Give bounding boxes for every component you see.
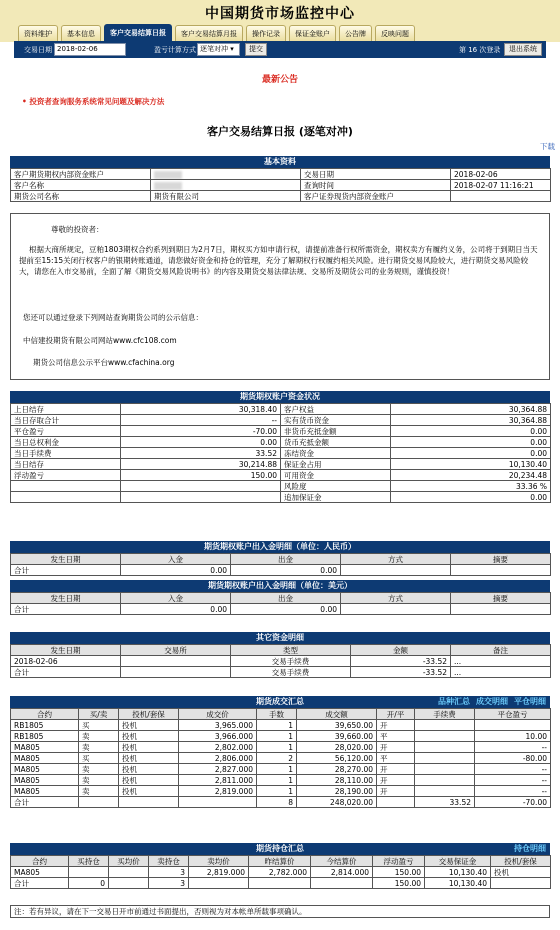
- table-cell: 39,650.00: [297, 720, 377, 731]
- table-cell: 当日总权利金: [11, 437, 121, 448]
- table-cell: 投机: [119, 731, 179, 742]
- table-cell: MA805: [11, 764, 79, 775]
- calc-method-select[interactable]: 逐笔对冲 ▾: [197, 43, 240, 56]
- table-cell: 投机: [119, 742, 179, 753]
- redacted-value: [154, 171, 182, 179]
- column-header: 发生日期: [11, 593, 121, 604]
- table-row: [11, 481, 551, 492]
- table-cell: 投机: [119, 720, 179, 731]
- table-cell: 交易日期: [301, 169, 451, 180]
- table-cell: 28,110.00: [297, 775, 377, 786]
- table-cell: [415, 764, 475, 775]
- table-cell: [491, 878, 551, 889]
- table-cell: [179, 797, 257, 808]
- table-row: [11, 775, 551, 786]
- table-row: [11, 426, 551, 437]
- table-cell: 保证金占用: [281, 459, 391, 470]
- positions-header: [10, 843, 550, 855]
- table-cell: 开: [377, 775, 415, 786]
- table-row: [11, 867, 551, 878]
- table-row: [11, 169, 551, 180]
- table-row: [11, 448, 551, 459]
- table-cell: 平仓盈亏: [11, 426, 121, 437]
- tab-0[interactable]: 资料维护: [18, 25, 58, 42]
- table-cell: [69, 867, 109, 878]
- table-cell: --: [475, 775, 551, 786]
- table-cell: [109, 867, 149, 878]
- table-cell: 10.00: [475, 731, 551, 742]
- table-cell: [121, 656, 231, 667]
- table-cell: 客户期货期权内部资金账户: [11, 169, 151, 180]
- column-header: 手数: [257, 709, 297, 720]
- top-banner: [0, 0, 560, 42]
- table-cell: 卖: [79, 742, 119, 753]
- table-cell: 1: [257, 786, 297, 797]
- table-cell: -33.52: [351, 667, 451, 678]
- table-cell: [341, 565, 451, 576]
- column-header: 摘要: [451, 593, 551, 604]
- column-header: 买持仓: [69, 856, 109, 867]
- funds-table: [10, 403, 551, 503]
- column-header: 买/卖: [79, 709, 119, 720]
- tab-7[interactable]: 反映问题: [375, 25, 415, 42]
- letter-cfa-site: 期货公司信息公示平台www.cfachina.org: [33, 358, 175, 367]
- rmb-flow-table: [10, 553, 551, 576]
- trades-link-0[interactable]: 品种汇总: [438, 697, 470, 706]
- download-link[interactable]: 下载: [540, 142, 555, 151]
- table-cell: 追加保证金: [281, 492, 391, 503]
- table-cell: 买: [79, 720, 119, 731]
- column-header: 类型: [231, 645, 351, 656]
- trade-date-input[interactable]: 2018-02-06: [54, 43, 126, 56]
- table-cell: 3,965.000: [179, 720, 257, 731]
- table-cell: [415, 775, 475, 786]
- table-cell: 浮动盈亏: [11, 470, 121, 481]
- notice-title: 最新公告: [261, 75, 298, 85]
- usd-flow-table: [10, 592, 551, 615]
- table-cell: ...: [451, 667, 551, 678]
- table-cell: 2018-02-07 11:16:21: [451, 180, 551, 191]
- table-cell: -33.52: [351, 656, 451, 667]
- column-header: 入金: [121, 554, 231, 565]
- table-cell: 28,020.00: [297, 742, 377, 753]
- table-cell: 2,782.000: [249, 867, 311, 878]
- table-cell: --: [475, 786, 551, 797]
- table-cell: 39,660.00: [297, 731, 377, 742]
- table-cell: -70.00: [121, 426, 281, 437]
- funds-header: 期货期权账户资金状况: [10, 391, 550, 403]
- table-row: [11, 720, 551, 731]
- table-cell: [415, 753, 475, 764]
- column-header: 浮动盈亏: [373, 856, 425, 867]
- footer-note: 注：若有异议，请在下一交易日开市前通过书面提出，否则视为对本帐单所载事项确认。: [10, 905, 550, 918]
- table-cell: [109, 878, 149, 889]
- table-cell: 投机: [119, 775, 179, 786]
- table-cell: 0.00: [231, 604, 341, 615]
- table-cell: [151, 169, 301, 180]
- column-header: 金额: [351, 645, 451, 656]
- table-cell: [79, 797, 119, 808]
- table-cell: 0.00: [391, 437, 551, 448]
- column-header: 开/平: [377, 709, 415, 720]
- rmb-flow-header: 期货期权账户出入金明细（单位：人民币）: [10, 541, 550, 553]
- table-cell: 28,190.00: [297, 786, 377, 797]
- table-cell: 货币充抵金额: [281, 437, 391, 448]
- site-title: 中国期货市场监控中心: [205, 6, 355, 22]
- column-header: 买均价: [109, 856, 149, 867]
- table-cell: 合计: [11, 667, 121, 678]
- trades-link-2[interactable]: 平仓明细: [514, 697, 546, 706]
- column-header-row: [11, 554, 551, 565]
- tab-5[interactable]: 保证金账户: [289, 25, 336, 42]
- table-cell: 买: [79, 753, 119, 764]
- column-header-row: [11, 645, 551, 656]
- table-cell: 平: [377, 753, 415, 764]
- table-cell: [415, 786, 475, 797]
- table-cell: [189, 878, 249, 889]
- table-row: [11, 656, 551, 667]
- table-cell: MA805: [11, 867, 69, 878]
- table-cell: 10,130.40: [391, 459, 551, 470]
- table-cell: 合计: [11, 604, 121, 615]
- table-cell: [475, 720, 551, 731]
- table-cell: [119, 797, 179, 808]
- letter-greeting: 尊敬的投资者：: [51, 225, 104, 234]
- table-cell: 开: [377, 786, 415, 797]
- table-cell: 卖: [79, 731, 119, 742]
- table-cell: RB1805: [11, 720, 79, 731]
- login-count: 第 16 次登录: [459, 46, 501, 54]
- table-cell: 当日结存: [11, 459, 121, 470]
- table-cell: 实有货币资金: [281, 415, 391, 426]
- table-row: [11, 437, 551, 448]
- column-header: 方式: [341, 593, 451, 604]
- table-cell: 合计: [11, 878, 69, 889]
- table-cell: 交易手续费: [231, 667, 351, 678]
- column-header: 备注: [451, 645, 551, 656]
- table-cell: 0.00: [231, 565, 341, 576]
- table-cell: 查询时间: [301, 180, 451, 191]
- table-cell: [451, 191, 551, 202]
- table-cell: 开: [377, 720, 415, 731]
- table-cell: 150.00: [121, 470, 281, 481]
- trades-header: [10, 696, 550, 708]
- table-cell: 20,234.48: [391, 470, 551, 481]
- table-cell: 0.00: [121, 437, 281, 448]
- table-cell: [341, 604, 451, 615]
- table-cell: 2018-02-06: [451, 169, 551, 180]
- table-cell: 30,364.88: [391, 404, 551, 415]
- total-row: [11, 797, 551, 808]
- table-cell: 248,020.00: [297, 797, 377, 808]
- trades-links: [432, 696, 546, 708]
- table-cell: [415, 742, 475, 753]
- table-cell: -70.00: [475, 797, 551, 808]
- table-row: [11, 764, 551, 775]
- table-cell: 56,120.00: [297, 753, 377, 764]
- table-cell: 1: [257, 742, 297, 753]
- tab-4[interactable]: 操作记录: [246, 25, 286, 42]
- column-header: 发生日期: [11, 554, 121, 565]
- table-cell: 投机: [119, 753, 179, 764]
- date-label: 交易日期: [24, 46, 52, 54]
- table-cell: 当日存取合计: [11, 415, 121, 426]
- table-cell: MA805: [11, 775, 79, 786]
- table-cell: 33.52: [415, 797, 475, 808]
- column-header: 今结算价: [311, 856, 373, 867]
- other-funds-header: 其它资金明细: [10, 632, 550, 644]
- table-row: [11, 492, 551, 503]
- table-cell: 1: [257, 720, 297, 731]
- table-cell: 2,819.000: [189, 867, 249, 878]
- table-cell: 2,802.000: [179, 742, 257, 753]
- table-cell: 1: [257, 764, 297, 775]
- table-cell: 期货有限公司: [151, 191, 301, 202]
- notice-link[interactable]: • 投资者查询服务系统常见问题及解决方法: [22, 97, 165, 106]
- table-row: [11, 753, 551, 764]
- column-header: 方式: [341, 554, 451, 565]
- table-cell: 卖: [79, 786, 119, 797]
- table-cell: 可用资金: [281, 470, 391, 481]
- table-cell: 3,966.000: [179, 731, 257, 742]
- table-cell: 150.00: [373, 878, 425, 889]
- total-row: [11, 604, 551, 615]
- table-row: [11, 742, 551, 753]
- table-cell: 30,318.40: [121, 404, 281, 415]
- column-header: 投机/套保: [491, 856, 551, 867]
- table-cell: ...: [451, 656, 551, 667]
- table-cell: 0.00: [391, 426, 551, 437]
- column-header: 成交额: [297, 709, 377, 720]
- tab-1[interactable]: 基本信息: [61, 25, 101, 42]
- table-cell: 卖: [79, 764, 119, 775]
- table-cell: 1: [257, 731, 297, 742]
- table-cell: 2: [257, 753, 297, 764]
- table-row: [11, 191, 551, 202]
- table-cell: 150.00: [373, 867, 425, 878]
- table-cell: [121, 667, 231, 678]
- table-cell: 投机: [491, 867, 551, 878]
- report-title: 客户交易结算日报 (逐笔对冲): [207, 125, 353, 138]
- table-cell: [11, 492, 121, 503]
- column-header: 昨结算价: [249, 856, 311, 867]
- column-header: 合约: [11, 856, 69, 867]
- table-cell: 投机: [119, 786, 179, 797]
- table-cell: [415, 720, 475, 731]
- table-cell: 合计: [11, 565, 121, 576]
- total-row: [11, 667, 551, 678]
- basic-info-header: 基本资料: [10, 156, 550, 168]
- total-row: [11, 565, 551, 576]
- table-row: [11, 470, 551, 481]
- table-cell: 10,130.40: [425, 878, 491, 889]
- table-cell: 30,214.88: [121, 459, 281, 470]
- table-cell: 投机: [119, 764, 179, 775]
- table-cell: 客户权益: [281, 404, 391, 415]
- table-cell: 合计: [11, 797, 79, 808]
- table-cell: MA805: [11, 753, 79, 764]
- table-row: [11, 731, 551, 742]
- table-cell: 0.00: [121, 565, 231, 576]
- table-cell: 开: [377, 742, 415, 753]
- table-cell: 风险度: [281, 481, 391, 492]
- table-cell: [249, 878, 311, 889]
- basic-info-table: [10, 168, 551, 202]
- table-cell: RB1805: [11, 731, 79, 742]
- submit-button[interactable]: 提交: [245, 43, 267, 56]
- table-cell: MA805: [11, 786, 79, 797]
- table-cell: 3: [149, 867, 189, 878]
- table-cell: --: [121, 415, 281, 426]
- column-header: 交易所: [121, 645, 231, 656]
- table-cell: 8: [257, 797, 297, 808]
- table-cell: 30,364.88: [391, 415, 551, 426]
- trades-header-title: 期货成交汇总: [256, 697, 304, 706]
- column-header: 摘要: [451, 554, 551, 565]
- table-cell: 2,814.000: [311, 867, 373, 878]
- table-row: [11, 786, 551, 797]
- redacted-value: [154, 182, 182, 190]
- table-cell: [11, 481, 121, 492]
- column-header: 成交价: [179, 709, 257, 720]
- table-cell: 33.52: [121, 448, 281, 459]
- table-cell: 平: [377, 731, 415, 742]
- query-toolbar: [14, 41, 546, 58]
- table-cell: [121, 492, 281, 503]
- table-cell: 客户名称: [11, 180, 151, 191]
- main-tabs: [18, 24, 415, 42]
- table-cell: --: [475, 742, 551, 753]
- tab-6[interactable]: 公告牌: [339, 25, 372, 42]
- table-cell: 2018-02-06: [11, 656, 121, 667]
- table-cell: [451, 604, 551, 615]
- positions-header-title: 期货持仓汇总: [256, 844, 304, 853]
- column-header: 手续费: [415, 709, 475, 720]
- total-row: [11, 878, 551, 889]
- table-cell: 1: [257, 775, 297, 786]
- column-header-row: [11, 593, 551, 604]
- table-cell: 当日手续费: [11, 448, 121, 459]
- table-row: [11, 459, 551, 470]
- table-row: [11, 180, 551, 191]
- letter-website-intro: 您还可以通过登录下列网站查询期货公司的公示信息：: [23, 313, 203, 322]
- table-cell: 非货币充抵金额: [281, 426, 391, 437]
- table-cell: 0.00: [391, 448, 551, 459]
- column-header: 投机/套保: [119, 709, 179, 720]
- table-cell: 客户证券现货内部资金账户: [301, 191, 451, 202]
- table-cell: [377, 797, 415, 808]
- table-cell: [451, 565, 551, 576]
- trades-link-1[interactable]: 成交明细: [476, 697, 508, 706]
- column-header: 平仓盈亏: [475, 709, 551, 720]
- table-cell: [311, 878, 373, 889]
- tab-3[interactable]: 客户交易结算月报: [175, 25, 243, 42]
- logout-button[interactable]: 退出系统: [504, 43, 542, 56]
- position-detail-link[interactable]: 持仓明细: [514, 844, 546, 853]
- table-cell: 2,806.000: [179, 753, 257, 764]
- positions-table: [10, 855, 551, 889]
- column-header: 卖持仓: [149, 856, 189, 867]
- table-cell: 33.36 %: [391, 481, 551, 492]
- column-header-row: [11, 856, 551, 867]
- table-cell: 期货公司名称: [11, 191, 151, 202]
- usd-flow-header: 期货期权账户出入金明细（单位：美元）: [10, 580, 550, 592]
- table-cell: 上日结存: [11, 404, 121, 415]
- table-cell: 2,827.000: [179, 764, 257, 775]
- table-row: [11, 404, 551, 415]
- letter-body: 根据大商所规定，豆粕1803期权合约系列到期日为2月7日，期权买方如申请行权，请提前准备行权所需资金，期权卖方有履约义务，公司将于到期日当天提前至15:15关闭行权客户的银期转账通道，请您做好资金和持仓的管理，充分了解期权行权履约相关风险。进行期货交易风险较大，进行期货交易风险较大，请您在入市交易前，全面了解《期货交易风险说明书》的内容及期货交易法律法规、交易所及期货公司的业务规则，谨慎投资！: [19, 245, 538, 276]
- table-cell: 卖: [79, 775, 119, 786]
- table-cell: 3: [149, 878, 189, 889]
- tab-2[interactable]: 客户交易结算日报: [104, 24, 172, 42]
- table-cell: 冻结资金: [281, 448, 391, 459]
- trades-table: [10, 708, 551, 808]
- calc-method-label: 盈亏计算方式: [154, 46, 196, 54]
- table-cell: 0: [69, 878, 109, 889]
- other-funds-table: [10, 644, 551, 678]
- table-cell: 2,811.000: [179, 775, 257, 786]
- column-header: 发生日期: [11, 645, 121, 656]
- column-header: 卖均价: [189, 856, 249, 867]
- table-cell: 0.00: [391, 492, 551, 503]
- column-header: 出金: [231, 554, 341, 565]
- table-cell: [121, 481, 281, 492]
- table-cell: [151, 180, 301, 191]
- column-header: 合约: [11, 709, 79, 720]
- table-cell: [415, 731, 475, 742]
- table-cell: 交易手续费: [231, 656, 351, 667]
- column-header-row: [11, 709, 551, 720]
- table-cell: 2,819.000: [179, 786, 257, 797]
- letter-company-site: 中信建投期货有限公司网站www.cfc108.com: [23, 336, 177, 345]
- table-cell: 28,270.00: [297, 764, 377, 775]
- investor-notice: [10, 213, 550, 380]
- table-cell: --: [475, 764, 551, 775]
- column-header: 交易保证金: [425, 856, 491, 867]
- column-header: 出金: [231, 593, 341, 604]
- table-cell: 开: [377, 764, 415, 775]
- table-cell: 10,130.40: [425, 867, 491, 878]
- table-cell: MA805: [11, 742, 79, 753]
- table-row: [11, 415, 551, 426]
- table-cell: 0.00: [121, 604, 231, 615]
- column-header: 入金: [121, 593, 231, 604]
- table-cell: -80.00: [475, 753, 551, 764]
